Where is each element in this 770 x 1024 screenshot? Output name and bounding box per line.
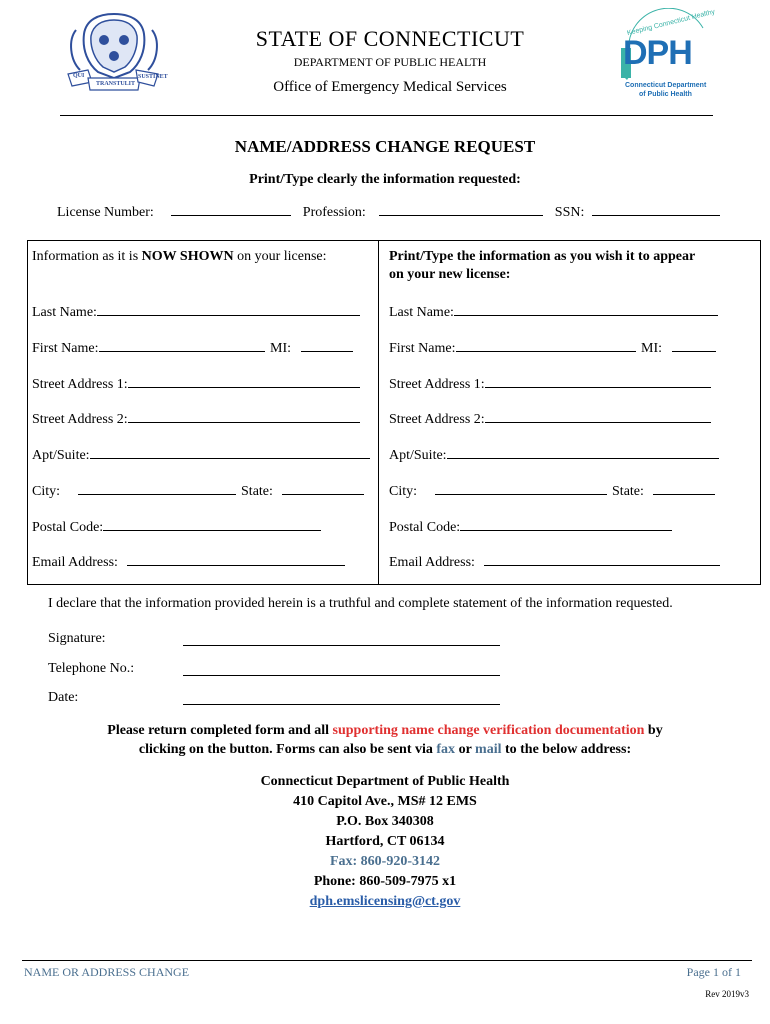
new-city-row <box>389 481 715 500</box>
address-line4: Hartford, CT 06134 <box>325 834 445 849</box>
seal-banner-left: QUI <box>73 73 85 79</box>
ssn-label: SSN: <box>554 205 585 220</box>
new-postal-row <box>389 517 672 536</box>
left-column-header <box>32 249 327 265</box>
current-postal-field[interactable] <box>103 517 321 531</box>
new-email-row <box>389 552 720 571</box>
right-column-header-line1: Print/Type the information as you wish it to appear <box>389 249 696 264</box>
new-street2-field[interactable] <box>485 409 711 423</box>
logo-arc-text: Keeping Connecticut Healthy <box>626 8 715 38</box>
license-number-label: License Number: <box>57 205 154 220</box>
email-label: Email Address: <box>32 555 118 570</box>
street1-label: Street Address 1: <box>32 377 128 392</box>
logo-caption-line2: of Public Health <box>639 91 692 98</box>
left-header-bold: NOW SHOWN <box>141 249 234 264</box>
new-mi-label: MI: <box>641 341 662 356</box>
current-apt-row <box>32 445 370 464</box>
current-last-name-row <box>32 302 360 321</box>
seal-banner-right: SUSTINET <box>138 74 168 80</box>
license-number-field[interactable] <box>171 202 291 216</box>
return-text-end: to the below address: <box>501 742 632 757</box>
form-instruction: Print/Type clearly the information requested: <box>249 172 521 187</box>
current-street2-row <box>32 409 360 428</box>
current-street2-field[interactable] <box>128 409 360 423</box>
mail-link[interactable]: mail <box>475 742 502 757</box>
new-email-label: Email Address: <box>389 555 475 570</box>
connecticut-state-seal <box>58 10 170 100</box>
footer-revision: Rev 2019v3 <box>705 989 749 999</box>
current-email-row <box>32 552 345 571</box>
return-text: Please return completed form and all <box>107 723 333 738</box>
return-instruction-line2 <box>0 742 770 758</box>
new-apt-field[interactable] <box>447 445 719 459</box>
new-street2-label: Street Address 2: <box>389 412 485 427</box>
current-postal-row <box>32 517 321 536</box>
state-title: STATE OF CONNECTICUT <box>255 26 525 51</box>
email-address-link-row <box>0 894 770 910</box>
current-city-field[interactable] <box>78 481 236 495</box>
new-postal-field[interactable] <box>460 517 672 531</box>
current-last-name-field[interactable] <box>97 302 360 316</box>
current-apt-field[interactable] <box>90 445 370 459</box>
form-title: NAME/ADDRESS CHANGE REQUEST <box>234 137 536 156</box>
new-city-label: City: <box>389 484 418 499</box>
header-rule <box>60 115 713 116</box>
footer-page-number: Page 1 of 1 <box>686 965 741 979</box>
new-first-name-label: First Name: <box>389 341 456 356</box>
office-name: Office of Emergency Medical Services <box>273 79 507 95</box>
current-first-name-row <box>32 338 353 357</box>
seal-banner-center: TRANSTULIT <box>96 81 136 87</box>
current-state-field[interactable] <box>282 481 364 495</box>
new-email-field[interactable] <box>484 552 720 566</box>
return-instruction-line1 <box>0 723 770 739</box>
address-line2: 410 Capitol Ave., MS# 12 EMS <box>293 794 477 809</box>
current-street1-row <box>32 374 360 393</box>
last-name-label: Last Name: <box>32 305 97 320</box>
apt-label: Apt/Suite: <box>32 448 90 463</box>
new-last-name-row <box>389 302 718 321</box>
new-street1-field[interactable] <box>485 374 711 388</box>
postal-label: Postal Code: <box>32 520 104 535</box>
license-row <box>57 202 720 221</box>
left-header-text: Information as it is <box>32 249 142 264</box>
new-state-label: State: <box>612 484 644 499</box>
department-title: DEPARTMENT OF PUBLIC HEALTH <box>293 55 487 69</box>
return-text-by: by <box>644 723 663 738</box>
right-column-header-line2: on your new license: <box>389 267 511 282</box>
new-first-name-row <box>389 338 716 357</box>
date-label: Date: <box>48 690 79 705</box>
phone-number: Phone: 860-509-7975 x1 <box>313 874 457 889</box>
address-line3: P.O. Box 340308 <box>336 814 434 829</box>
signature-field[interactable] <box>183 632 500 646</box>
new-street1-label: Street Address 1: <box>389 377 485 392</box>
profession-label: Profession: <box>302 205 366 220</box>
new-first-name-field[interactable] <box>456 338 636 352</box>
new-street2-row <box>389 409 711 428</box>
logo-caption-line1: Connecticut Department <box>625 82 707 89</box>
fax-link[interactable]: fax <box>436 742 456 757</box>
or-text: or <box>455 742 476 757</box>
current-street1-field[interactable] <box>128 374 360 388</box>
address-line1: Connecticut Department of Public Health <box>260 774 510 789</box>
footer-form-name: NAME OR ADDRESS CHANGE <box>24 965 190 979</box>
new-city-field[interactable] <box>435 481 607 495</box>
new-mi-field[interactable] <box>672 338 716 352</box>
state-label: State: <box>241 484 273 499</box>
email-address-link[interactable]: dph.emslicensing@ct.gov <box>309 894 461 909</box>
street2-label: Street Address 2: <box>32 412 128 427</box>
mi-label: MI: <box>270 341 291 356</box>
new-apt-label: Apt/Suite: <box>389 448 447 463</box>
declaration-text: I declare that the information provided herein is a truthful and complete statement of the information requested. <box>48 596 673 611</box>
ssn-field[interactable] <box>592 202 720 216</box>
new-street1-row <box>389 374 711 393</box>
profession-field[interactable] <box>379 202 543 216</box>
current-city-row <box>32 481 364 500</box>
left-header-text-end: on your license: <box>233 249 327 264</box>
new-apt-row <box>389 445 719 464</box>
supporting-docs-text: supporting name change verification documentation <box>332 723 645 738</box>
new-last-name-field[interactable] <box>454 302 718 316</box>
signature-label: Signature: <box>48 631 106 646</box>
fax-number: Fax: 860-920-3142 <box>329 854 441 869</box>
current-mi-field[interactable] <box>301 338 353 352</box>
footer-rule <box>22 960 752 961</box>
first-name-label: First Name: <box>32 341 99 356</box>
return-text-line2: clicking on the button. Forms can also be sent via <box>138 742 437 757</box>
city-label: City: <box>32 484 61 499</box>
new-last-name-label: Last Name: <box>389 305 454 320</box>
new-postal-label: Postal Code: <box>389 520 461 535</box>
current-email-field[interactable] <box>127 552 345 566</box>
logo-letters: DPH <box>623 34 692 72</box>
telephone-field[interactable] <box>183 662 500 676</box>
telephone-label: Telephone No.: <box>48 661 135 676</box>
new-state-field[interactable] <box>653 481 715 495</box>
current-first-name-field[interactable] <box>99 338 265 352</box>
date-field[interactable] <box>183 691 500 705</box>
dph-logo <box>615 8 715 103</box>
info-box-divider <box>378 240 379 585</box>
